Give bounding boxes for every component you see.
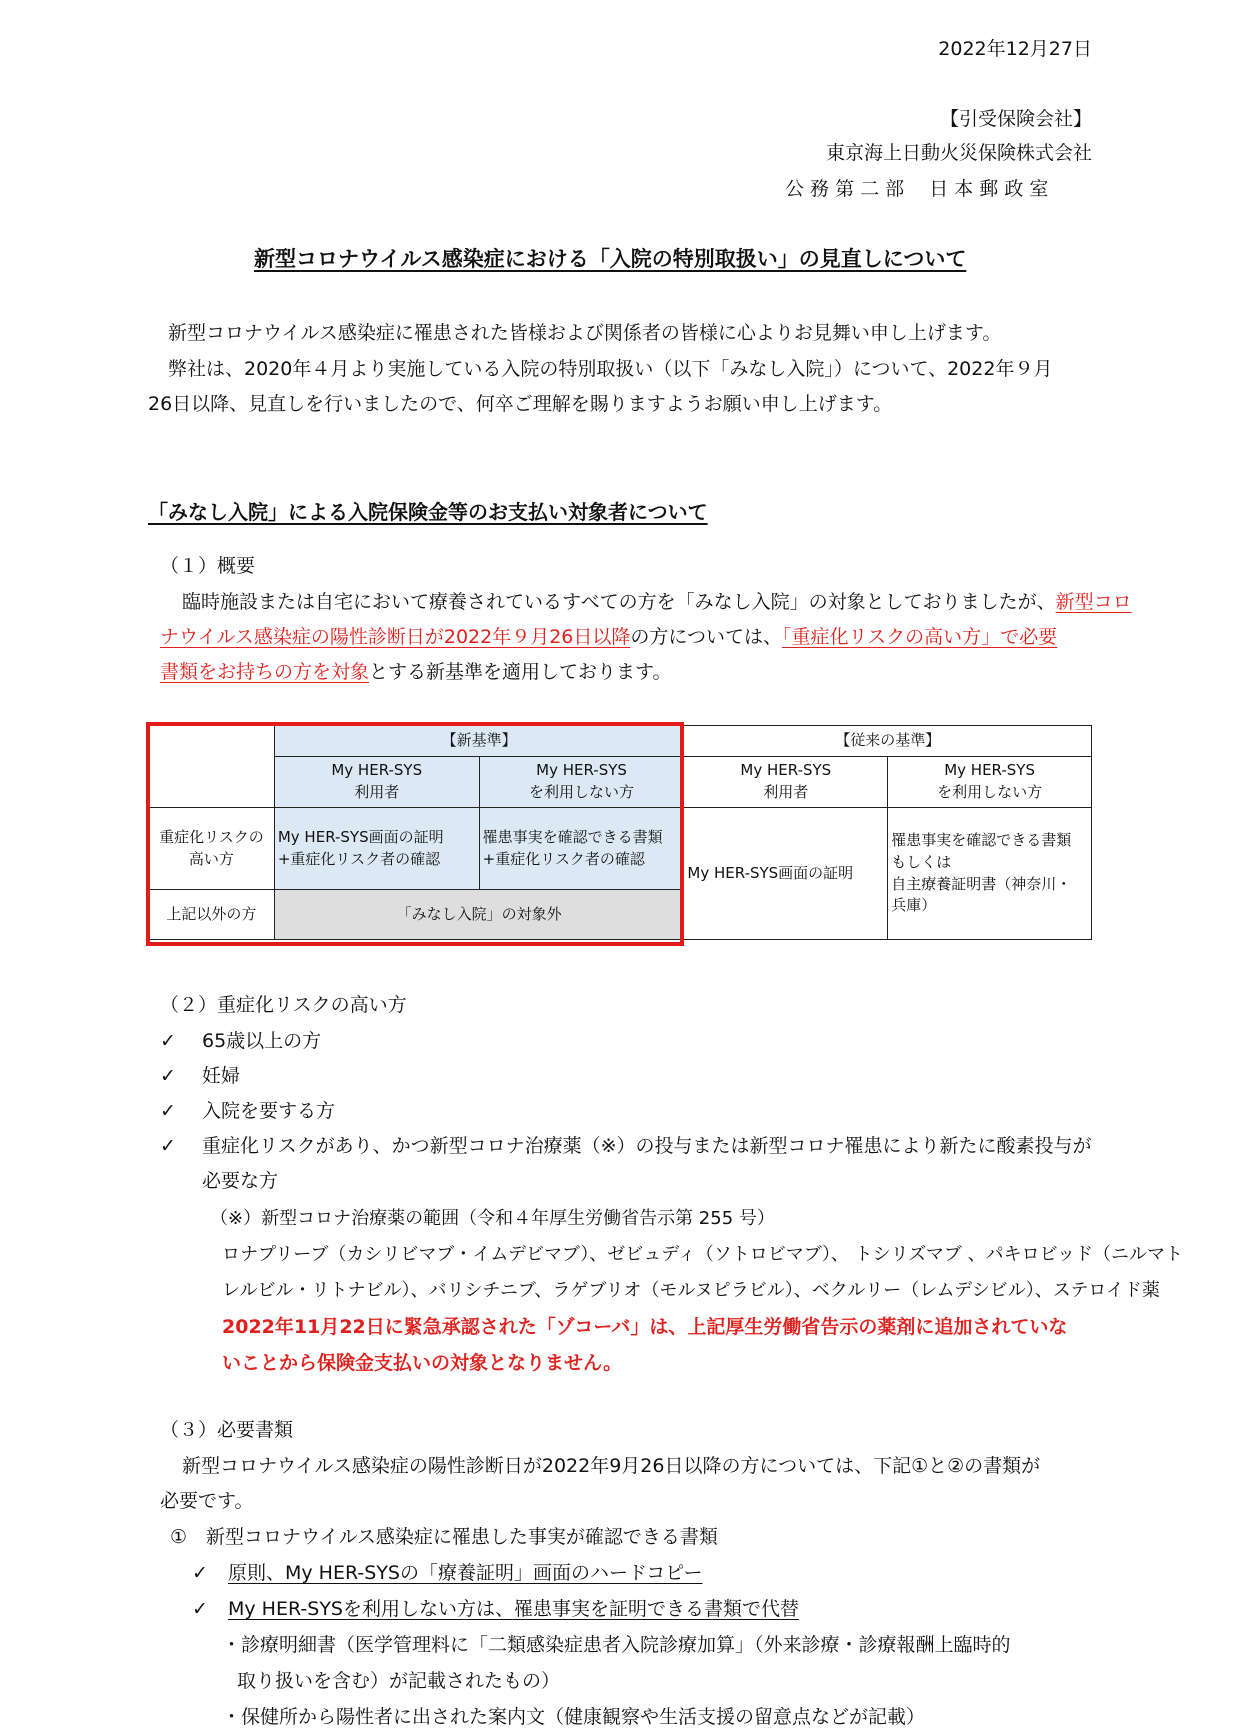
intro-line-3: 26日以降、見直しを行いましたので、何卒ご理解を賜りますようお願い申し上げます。: [148, 393, 893, 415]
documents-bullet-2: ・保健所から陽性者に出された案内文（健康観察や生活支援の留意点などが記載）: [222, 1706, 926, 1728]
cell-line: 自主療養証明書（神奈川・: [891, 874, 1072, 893]
risk-item-text: 妊婦: [202, 1065, 241, 1087]
table-corner-cell: [149, 726, 275, 808]
cell-line: 罹患事実を確認できる書類: [891, 831, 1072, 849]
overview-text: の方については、: [630, 626, 783, 648]
section-title: 「みなし入院」による入院保険金等のお支払い対象者について: [148, 500, 708, 524]
overview-line-1: [182, 587, 1132, 614]
check-icon: ✓: [160, 1135, 176, 1157]
old-criteria-header: 【従来の基準】: [684, 726, 1092, 757]
header-line: My HER-SYS: [536, 761, 627, 780]
overview-highlight: 書類をお持ちの方を対象: [160, 661, 370, 683]
new-other-cell: 「みなし入院」の対象外: [274, 890, 684, 940]
row-high-risk-label: [149, 808, 275, 890]
check-icon: ✓: [160, 1100, 176, 1122]
old-user-header: [684, 757, 888, 808]
risk-heading: （２）重症化リスクの高い方: [160, 994, 407, 1016]
cell-line: もしくは: [891, 852, 952, 871]
risk-item: [160, 1096, 335, 1123]
issuer-company: 東京海上日動火災保険株式会社: [825, 142, 1092, 164]
new-user-high-risk-cell: [274, 808, 479, 890]
header-line: My HER-SYS: [944, 761, 1035, 780]
page-title: 新型コロナウイルス感染症における「入院の特別取扱い」の見直しについて: [254, 247, 967, 271]
new-nonuser-high-risk-cell: [479, 808, 684, 890]
overview-text: 臨時施設または自宅において療養されているすべての方を「みなし入院」の対象としておりましたが、: [182, 591, 1056, 613]
check-icon: ✓: [160, 1030, 176, 1052]
documents-line-2: 必要です。: [160, 1490, 254, 1512]
header-line: My HER-SYS: [740, 761, 832, 780]
row-other-label: 上記以外の方: [149, 890, 275, 940]
check-icon: ✓: [192, 1598, 208, 1620]
new-user-header: [274, 757, 479, 808]
risk-item: [160, 1026, 321, 1053]
overview-heading: （１）概要: [160, 555, 256, 577]
old-nonuser-header: [888, 757, 1092, 808]
overview-highlight: 「重症化リスクの高い方」で必要: [782, 626, 1058, 648]
xocova-notice-line-2: いことから保険金支払いの対象となりません。: [222, 1352, 623, 1374]
documents-line-1: 新型コロナウイルス感染症の陽性診断日が2022年9月26日以降の方については、下記①と②の書類が: [182, 1455, 1041, 1477]
issuer-department: 公 務 第 二 部 日 本 郵 政 室: [785, 178, 1049, 200]
cell-line: +重症化リスク者の確認: [482, 849, 645, 868]
old-nonuser-cell: [888, 808, 1092, 940]
risk-item-continued: 必要な方: [202, 1170, 279, 1192]
drug-list-line-1: ロナプリーブ（カシリビマブ・イムデビマブ）、ゼビュディ（ソトロビマブ）、 トシリズマブ 、パキロビッド（ニルマト: [222, 1244, 1183, 1265]
overview-line-3: [160, 657, 672, 684]
header-line: My HER-SYS: [331, 761, 423, 780]
new-nonuser-header: [479, 757, 684, 808]
cell-line: +重症化リスク者の確認: [277, 849, 441, 868]
old-user-cell: My HER-SYS画面の証明: [684, 808, 888, 940]
check-icon: ✓: [192, 1562, 208, 1584]
documents-check-text: 原則、My HER-SYSの「療養証明」画面のハードコピー: [228, 1562, 703, 1584]
cell-line: My HER-SYS画面の証明: [277, 827, 444, 846]
documents-item-1: ① 新型コロナウイルス感染症に罹患した事実が確認できる書類: [170, 1526, 718, 1548]
risk-item: [160, 1131, 1092, 1158]
risk-item: [160, 1061, 240, 1088]
documents-heading: （３）必要書類: [160, 1419, 294, 1441]
row-label-line: 重症化リスクの: [159, 827, 264, 846]
documents-bullet-1: ・診療明細書（医学管理料に「二類感染症患者入院診療加算」（外来診療・診療報酬上臨時的: [222, 1634, 1011, 1656]
overview-highlight: ナウイルス感染症の陽性診断日が2022年９月26日以降: [160, 626, 631, 648]
header-line: を利用しない方: [529, 783, 635, 801]
intro-line-1: 新型コロナウイルス感染症に罹患された皆様および関係者の皆様に心よりお見舞い申し上げます。: [168, 322, 1002, 344]
documents-bullet-1-continued: 取り扱いを含む）が記載されたもの）: [237, 1670, 561, 1692]
documents-check-text: My HER-SYSを利用しない方は、罹患事実を証明できる書類で代替: [228, 1598, 799, 1620]
overview-text: とする新基準を適用しております。: [369, 661, 672, 683]
overview-line-2: [160, 622, 1057, 649]
risk-item-text: 65歳以上の方: [202, 1030, 322, 1052]
documents-check-1: [192, 1558, 702, 1585]
drug-note-title: （※）新型コロナ治療薬の範囲（令和４年厚生労働省告示第 255 号）: [210, 1208, 775, 1229]
intro-line-2: 弊社は、2020年４月より実施している入院の特別取扱い（以下「みなし入院」）について、2022年９月: [168, 358, 1053, 380]
header-line: を利用しない方: [937, 783, 1043, 801]
header-line: 利用者: [763, 783, 809, 801]
issuer-label: 【引受保険会社】: [939, 108, 1092, 130]
xocova-notice-line-1: 2022年11月22日に緊急承認された「ゾコーバ」は、上記厚生労働省告示の薬剤に追加されていな: [222, 1316, 1068, 1338]
check-icon: ✓: [160, 1065, 176, 1087]
document-date: 2022年12月27日: [938, 38, 1092, 60]
drug-list-line-2: レルビル・リトナビル）、バリシチニブ、ラゲブリオ（モルヌピラビル）、ベクルリー（レムデシビル）、ステロイド薬: [222, 1280, 1160, 1301]
header-line: 利用者: [354, 783, 400, 801]
documents-check-2: [192, 1594, 799, 1621]
cell-line: 兵庫）: [891, 896, 937, 915]
overview-highlight: 新型コロ: [1055, 591, 1132, 613]
risk-item-text: 入院を要する方: [202, 1100, 336, 1122]
row-label-line: 高い方: [188, 849, 234, 868]
new-criteria-header: 【新基準】: [274, 726, 684, 757]
cell-line: 罹患事実を確認できる書類: [482, 827, 663, 846]
risk-item-text: 重症化リスクがあり、かつ新型コロナ治療薬（※）の投与または新型コロナ罹患により新たに酸素投与が: [202, 1135, 1092, 1157]
criteria-table: [148, 725, 1092, 940]
